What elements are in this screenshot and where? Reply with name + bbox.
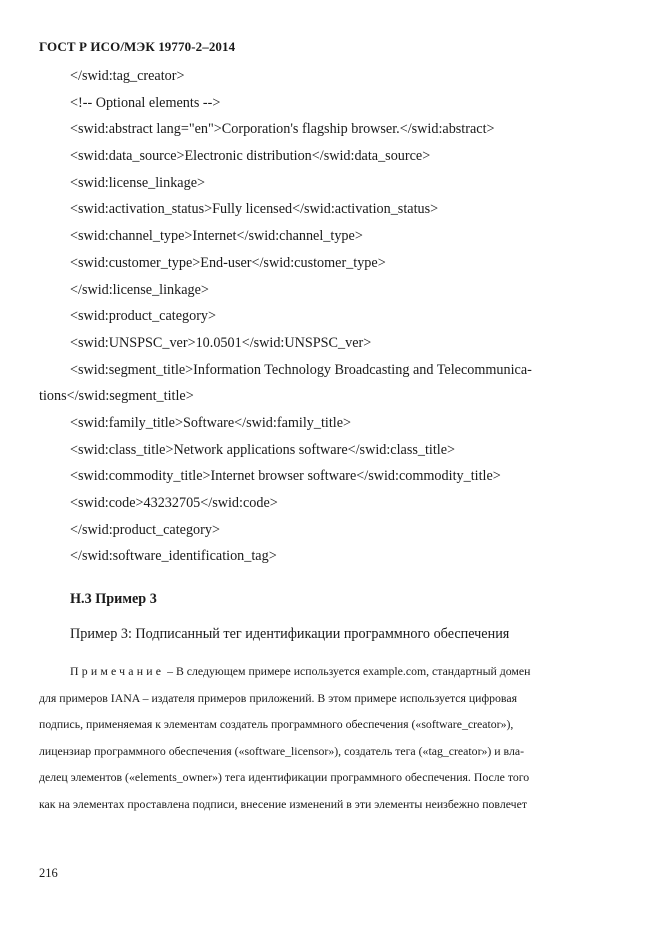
- note-line: для примеров IANA – издателя примеров приложений. В этом примере используется цифровая: [39, 690, 518, 705]
- code-line: <swid:channel_type>Internet</swid:channel_type>: [70, 228, 363, 245]
- code-line: <swid:abstract lang="en">Corporation's flagship browser.</swid:abstract>: [70, 121, 495, 138]
- code-line: </swid:software_identification_tag>: [70, 548, 277, 565]
- note-label: Примечание: [70, 664, 165, 678]
- example-title: Пример 3: Подписанный тег идентификации программного обеспечения: [70, 626, 510, 642]
- code-line: <swid:code>43232705</swid:code>: [70, 495, 278, 511]
- code-line: <swid:segment_title>Information Technology Broadcasting and Telecommunica-: [70, 361, 532, 378]
- section-heading: H.3 Пример 3: [70, 591, 157, 607]
- code-line: <swid:data_source>Electronic distribution</swid:data_source>: [70, 148, 431, 165]
- code-line: <swid:license_linkage>: [70, 174, 205, 191]
- code-line: <swid:activation_status>Fully licensed</swid:activation_status>: [70, 201, 439, 218]
- code-line: </swid:product_category>: [70, 521, 220, 538]
- code-line: <swid:commodity_title>Internet browser software</swid:commodity_title>: [70, 468, 501, 485]
- code-line: <swid:UNSPSC_ver>10.0501</swid:UNSPSC_ver>: [70, 334, 372, 351]
- code-line: <swid:family_title>Software</swid:family_title>: [70, 414, 352, 431]
- code-line: <!-- Optional elements -->: [70, 94, 221, 111]
- document-header: ГОСТ Р ИСО/МЭК 19770-2–2014: [39, 39, 236, 54]
- code-line: </swid:license_linkage>: [70, 281, 209, 298]
- code-line: <swid:product_category>: [70, 308, 217, 325]
- note-first-line-text: В следующем примере используется example.com, стандартный домен: [175, 664, 531, 678]
- note-line: как на элементах проставлена подписи, внесение изменений в эти элементы неизбежно повлечет: [39, 796, 527, 811]
- note-line: делец элементов («elements_owner») тега идентификации программного обеспечения. После того: [39, 770, 530, 784]
- code-line-continuation: tions</swid:segment_title>: [39, 388, 194, 405]
- code-line: <swid:customer_type>End-user</swid:customer_type>: [70, 254, 386, 271]
- note-line: подпись, применяемая к элементам создатель программного обеспечения («software_creator»),: [39, 717, 514, 731]
- note-line: лицензиар программного обеспечения («software_licensor»), создатель тега («tag_creator») и вла-: [39, 743, 525, 758]
- note-paragraph: [39, 658, 624, 817]
- note-dash: –: [164, 664, 176, 678]
- page-number: 216: [39, 866, 58, 880]
- note-first-line: [39, 658, 624, 685]
- code-line: </swid:tag_creator>: [70, 68, 185, 84]
- xml-code-block: [39, 66, 624, 573]
- code-line: <swid:class_title>Network applications software</swid:class_title>: [70, 441, 456, 458]
